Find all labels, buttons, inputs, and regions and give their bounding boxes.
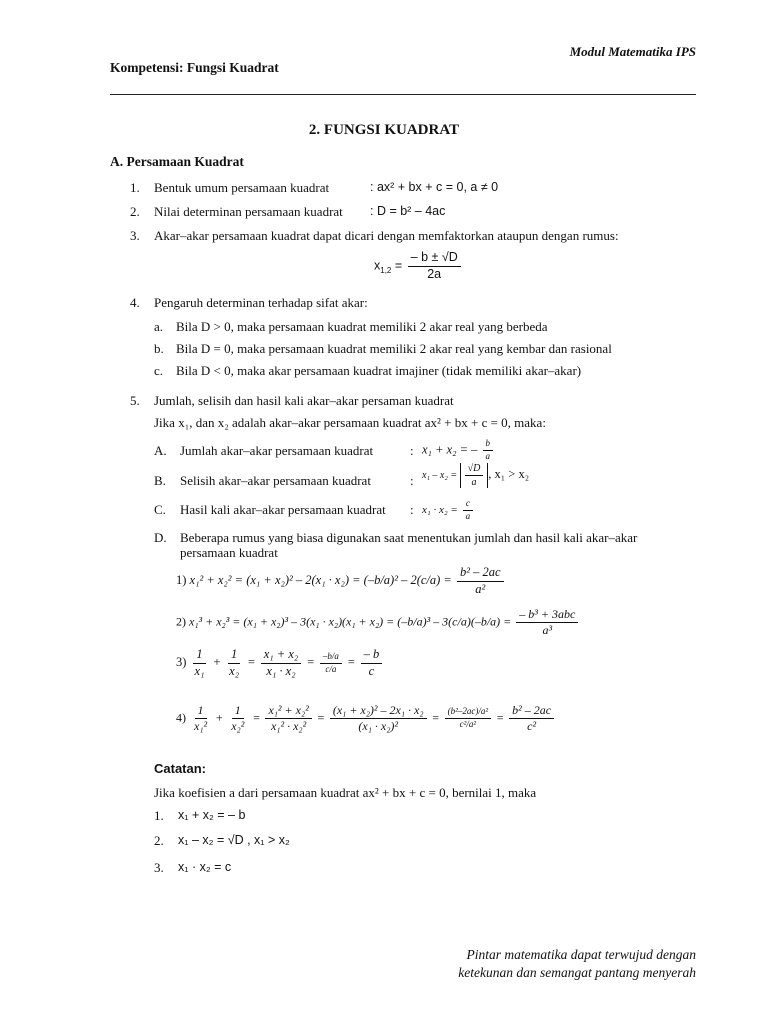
product-numerator: c [463,499,473,511]
term-denominator: c [368,663,375,678]
case-label: a. [154,319,164,334]
relation-colon: : [410,502,414,517]
plus-sign: + [212,655,222,670]
relation-text: Hasil kali akar–akar persamaan kuadrat [180,502,386,517]
term-numerator: – b [361,648,383,664]
term-denominator: x₂² [231,719,245,734]
term-numerator: x₁ + x₂ [261,648,301,664]
formula-denominator: a³ [542,623,553,638]
relation-label: C. [154,502,166,517]
relation-label: A. [154,443,167,458]
term-denominator: x₁² [194,719,208,734]
case-label: b. [154,341,164,356]
formula-label: 1) [176,573,187,588]
case-text: Bila D < 0, maka akar persamaan kuadrat imajiner (tidak memiliki akar–akar) [176,363,582,378]
term-denominator: (x₁ · x₂)² [358,719,398,734]
notes-intro: Jika koefisien a dari persamaan kuadrat ax² + bx + c = 0, bernilai 1, maka [154,785,537,800]
notes-heading: Catatan: [154,761,207,776]
sum-lhs: x₁ + x₂ = – [422,442,478,457]
formula-denominator: a² [475,581,486,596]
general-form-formula: : ax² + bx + c = 0, a ≠ 0 [370,180,499,194]
footer-line-1: Pintar matematika dapat terwujud dengan [466,947,696,962]
equals-sign: = [316,710,325,725]
product-denominator: a [465,510,471,521]
relation-colon: : [410,443,414,458]
relation-text: Beberapa rumus yang biasa digunakan saat menentukan jumlah dan hasil kali akar–akar [180,530,638,545]
term-numerator: b² – 2ac [509,704,554,719]
case-label: c. [154,363,164,378]
product-formula [422,499,475,522]
item-number: 1. [130,180,140,195]
formula-1 [176,566,506,597]
equals-sign: = [431,710,440,725]
term-denominator: x₁ [194,663,205,678]
case-text: Bila D > 0, maka persamaan kuadrat memiliki 2 akar real yang berbeda [176,319,548,334]
formula-3 [176,648,384,679]
formula-expression: x₁³ + x₂³ = (x₁ + x₂)³ – 3(x₁ · x₂)(x₁ + x₂) = (–b/a)³ – 3(c/a)(–b/a) = [189,614,512,629]
difference-denominator: a [471,477,477,488]
term-denominator: c²/a² [459,719,477,730]
page-title: 2. FUNGSI KUADRAT [308,122,460,138]
term-numerator: (b²–2ac)/a² [445,707,491,719]
note-text: x₁ + x₂ = – b [178,808,246,822]
term-numerator: 1 [195,704,207,719]
difference-numerator: √D [465,463,484,476]
note-number: 1. [154,808,164,823]
equals-sign: = [252,710,261,725]
difference-lhs: x₁ – x₂ = [422,469,458,481]
relation-text: Selisih akar–akar persamaan kuadrat [180,473,371,488]
note-number: 3. [154,860,164,875]
equals-sign: = [306,655,315,670]
note-number: 2. [154,833,164,848]
item-number: 2. [130,204,140,219]
competency-heading: Kompetensi: Fungsi Kuadrat [110,60,279,75]
item-text: Bentuk umum persamaan kuadrat [154,180,330,195]
sum-numerator: b [483,439,494,451]
formula-label: 4) [176,710,186,725]
formula-fraction [408,251,461,282]
equals-sign: = [496,710,505,725]
item-5-intro: Jika x₁, dan x₂ adalah akar–akar persamaan kuadrat ax² + bx + c = 0, maka: [154,415,546,430]
term-numerator: x₁² + x₂² [265,704,311,719]
item-text: Jumlah, selisih dan hasil kali akar–akar persaman kuadrat [154,393,454,408]
formula-expression: x₁² + x₂² = (x₁ + x₂)² – 2(x₁ · x₂) = (–b/a)² – 2(c/a) = [189,573,452,588]
difference-condition: , x₁ > x₂ [488,466,530,481]
determinant-formula: : D = b² – 4ac [370,204,446,218]
note-text: x₁ · x₂ = c [178,860,232,874]
footer-quote [376,946,696,982]
footer-line-2: ketekunan dan semangat pantang menyerah [458,965,696,980]
term-denominator: c² [527,719,537,734]
term-numerator: 1 [228,648,240,664]
formula-numerator: – b³ + 3abc [516,608,578,623]
header-divider [110,94,696,95]
item-number: 4. [130,295,140,310]
product-lhs: x₁ · x₂ = [422,503,458,516]
section-heading: A. Persamaan Kuadrat [110,154,244,169]
relation-label: B. [154,473,166,488]
item-text: Nilai determinan persamaan kuadrat [154,204,343,219]
equals-sign: = [347,655,356,670]
formula-4 [176,704,556,733]
formula-lhs-sub: 1,2 [380,266,392,276]
relation-text-continued: persamaan kuadrat [180,545,278,560]
term-numerator: (x₁ + x₂)² – 2x₁ · x₂ [330,704,427,719]
term-denominator: c/a [325,663,337,674]
term-numerator: –b/a [320,652,342,664]
formula-2 [176,608,580,637]
term-denominator: x₂ [229,663,240,678]
case-text: Bila D = 0, maka persamaan kuadrat memiliki 2 akar real yang kembar dan rasional [176,341,612,356]
item-number: 5. [130,393,140,408]
term-numerator: 1 [193,648,205,664]
plus-sign: + [215,710,224,725]
sum-formula [422,439,495,462]
note-text: x₁ – x₂ = √D , x₁ > x₂ [178,833,290,847]
term-numerator: 1 [232,704,244,719]
formula-numerator: b² – 2ac [457,566,504,582]
item-text: Pengaruh determinan terhadap sifat akar: [154,295,368,310]
quadratic-formula [374,251,463,282]
sum-denominator: a [485,450,491,461]
term-denominator: x₁ · x₂ [266,663,296,678]
relation-text: Jumlah akar–akar persamaan kuadrat [180,443,374,458]
formula-denominator: 2a [427,266,442,281]
term-denominator: x₁² · x₂² [270,719,307,734]
formula-eq: = [394,258,403,273]
module-title: Modul Matematika IPS [569,44,696,59]
relation-colon: : [410,473,414,488]
formula-numerator: – b ± √D [408,251,461,267]
difference-formula [422,463,529,488]
item-text: Akar–akar persamaan kuadrat dapat dicari dengan memfaktorkan ataupun dengan rumus: [154,228,619,243]
relation-label: D. [154,530,167,545]
formula-lhs: x [374,258,381,273]
item-number: 3. [130,228,140,243]
equals-sign: = [247,655,256,670]
formula-label: 3) [176,655,187,670]
formula-label: 2) [176,614,186,629]
